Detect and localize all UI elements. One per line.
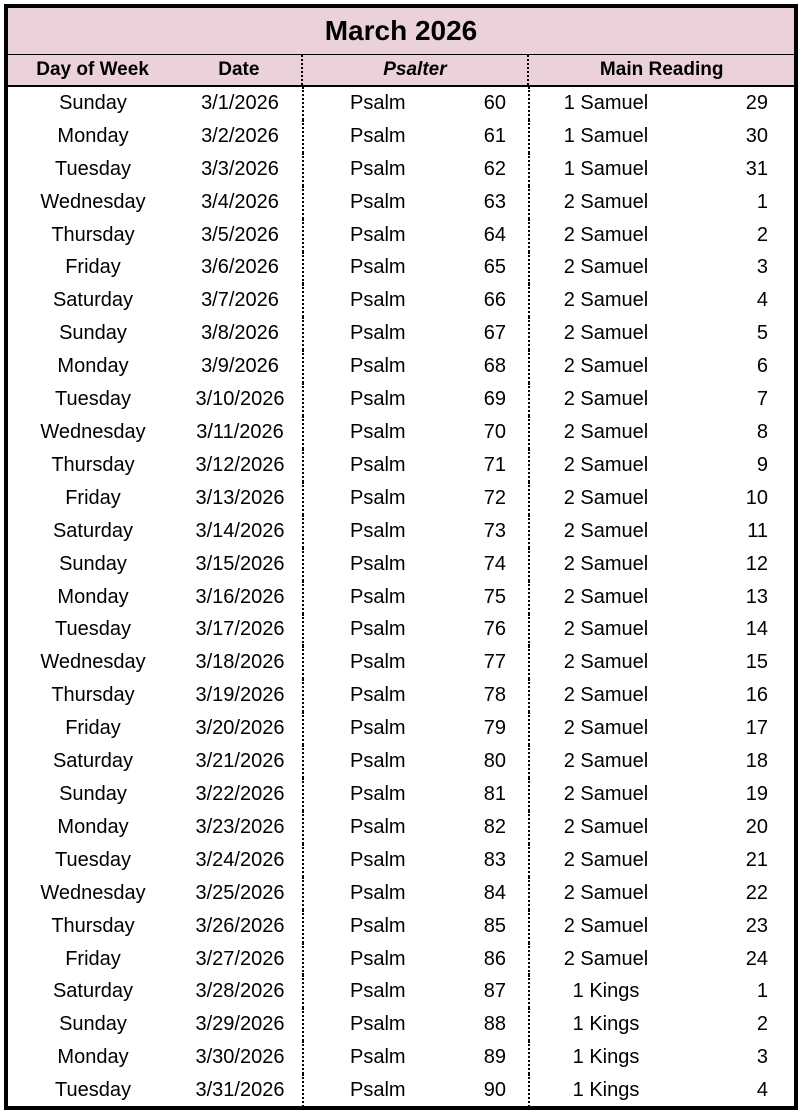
day-of-week-cell: Sunday — [59, 1013, 127, 1036]
book-name: 2 Samuel — [563, 355, 649, 378]
psalter-cell — [302, 778, 528, 811]
main-reading-cell — [528, 383, 794, 416]
psalm-number: 60 — [483, 91, 506, 114]
psalm-label: Psalm — [350, 618, 406, 641]
table-row — [8, 943, 794, 976]
date-cell: 3/1/2026 — [201, 91, 279, 114]
date-cell: 3/30/2026 — [195, 1046, 285, 1069]
main-reading-cell — [528, 778, 794, 811]
main-reading-cell — [528, 548, 794, 581]
psalm-label: Psalm — [350, 289, 406, 312]
table-row — [8, 350, 794, 383]
table-body — [8, 87, 794, 1107]
main-reading-cell — [528, 120, 794, 153]
book-name: 2 Samuel — [563, 519, 649, 542]
book-name: 2 Samuel — [563, 486, 649, 509]
day-of-week-cell: Monday — [57, 355, 129, 378]
date-cell: 3/7/2026 — [201, 289, 279, 312]
date-cell: 3/8/2026 — [201, 322, 279, 345]
psalm-number: 79 — [483, 717, 506, 740]
psalm-number: 76 — [483, 618, 506, 641]
psalm-number: 74 — [483, 552, 506, 575]
chapter-number: 22 — [745, 881, 768, 904]
psalm-label: Psalm — [350, 190, 406, 213]
chapter-number: 4 — [756, 289, 768, 312]
main-reading-cell — [528, 350, 794, 383]
psalter-cell — [302, 1008, 528, 1041]
psalm-label: Psalm — [350, 223, 406, 246]
psalm-number: 81 — [483, 782, 506, 805]
psalm-number: 70 — [483, 421, 506, 444]
main-reading-cell — [528, 449, 794, 482]
psalm-label: Psalm — [350, 1046, 406, 1069]
chapter-number: 15 — [745, 651, 768, 674]
date-cell: 3/29/2026 — [195, 1013, 285, 1036]
day-of-week-cell: Saturday — [52, 289, 134, 312]
day-of-week-cell: Wednesday — [40, 421, 146, 444]
table-row — [8, 1074, 794, 1107]
date-cell: 3/28/2026 — [195, 980, 285, 1003]
day-of-week-cell: Friday — [65, 947, 121, 970]
book-name: 1 Samuel — [563, 91, 649, 114]
psalter-cell — [302, 482, 528, 515]
psalm-number: 72 — [483, 486, 506, 509]
psalter-cell — [302, 416, 528, 449]
book-name: 1 Kings — [572, 980, 640, 1003]
main-reading-cell — [528, 745, 794, 778]
date-cell: 3/14/2026 — [195, 519, 285, 542]
main-reading-cell — [528, 910, 794, 943]
book-name: 2 Samuel — [563, 881, 649, 904]
psalm-label: Psalm — [350, 585, 406, 608]
psalter-cell — [302, 712, 528, 745]
main-reading-cell — [528, 581, 794, 614]
book-name: 2 Samuel — [563, 585, 649, 608]
header-date: Date — [218, 59, 260, 80]
psalter-cell — [302, 877, 528, 910]
table-row — [8, 284, 794, 317]
chapter-number: 12 — [745, 552, 768, 575]
psalm-number: 77 — [483, 651, 506, 674]
psalter-cell — [302, 284, 528, 317]
psalter-cell — [302, 910, 528, 943]
date-cell: 3/2/2026 — [201, 124, 279, 147]
table-row — [8, 581, 794, 614]
day-of-week-cell: Friday — [65, 486, 121, 509]
chapter-number: 9 — [756, 453, 768, 476]
main-reading-cell — [528, 614, 794, 647]
psalter-cell — [302, 1074, 528, 1107]
book-name: 1 Samuel — [563, 157, 649, 180]
main-reading-cell — [528, 416, 794, 449]
book-name: 2 Samuel — [563, 684, 649, 707]
psalm-number: 80 — [483, 750, 506, 773]
day-of-week-cell: Thursday — [51, 223, 135, 246]
main-reading-cell — [528, 712, 794, 745]
date-cell: 3/13/2026 — [195, 486, 285, 509]
day-of-week-cell: Monday — [57, 585, 129, 608]
psalm-number: 88 — [483, 1013, 506, 1036]
psalm-number: 67 — [483, 322, 506, 345]
psalm-number: 82 — [483, 815, 506, 838]
psalm-label: Psalm — [350, 651, 406, 674]
reading-plan-table — [4, 4, 798, 1110]
table-row — [8, 811, 794, 844]
psalm-number: 64 — [483, 223, 506, 246]
psalm-label: Psalm — [350, 848, 406, 871]
psalm-number: 73 — [483, 519, 506, 542]
psalm-label: Psalm — [350, 552, 406, 575]
table-row — [8, 186, 794, 219]
chapter-number: 2 — [756, 1013, 768, 1036]
chapter-number: 3 — [756, 1046, 768, 1069]
psalm-label: Psalm — [350, 388, 406, 411]
table-row — [8, 910, 794, 943]
header-row — [8, 55, 794, 87]
day-of-week-cell: Saturday — [52, 980, 134, 1003]
book-name: 1 Kings — [572, 1013, 640, 1036]
chapter-number: 10 — [745, 486, 768, 509]
psalter-cell — [302, 811, 528, 844]
psalm-number: 63 — [483, 190, 506, 213]
day-of-week-cell: Sunday — [59, 91, 127, 114]
header-day-of-week: Day of Week — [36, 59, 149, 80]
book-name: 2 Samuel — [563, 552, 649, 575]
chapter-number: 14 — [745, 618, 768, 641]
main-reading-cell — [528, 153, 794, 186]
psalter-cell — [302, 252, 528, 285]
psalm-label: Psalm — [350, 1079, 406, 1102]
psalm-label: Psalm — [350, 486, 406, 509]
date-cell: 3/11/2026 — [196, 421, 284, 444]
day-of-week-cell: Thursday — [51, 684, 135, 707]
table-row — [8, 679, 794, 712]
book-name: 2 Samuel — [563, 914, 649, 937]
day-of-week-cell: Tuesday — [55, 618, 131, 641]
book-name: 2 Samuel — [563, 717, 649, 740]
book-name: 2 Samuel — [563, 815, 649, 838]
table-row — [8, 482, 794, 515]
date-cell: 3/17/2026 — [195, 618, 285, 641]
date-cell: 3/23/2026 — [195, 815, 285, 838]
chapter-number: 16 — [745, 684, 768, 707]
book-name: 1 Kings — [572, 1079, 640, 1102]
book-name: 2 Samuel — [563, 190, 649, 213]
book-name: 2 Samuel — [563, 782, 649, 805]
main-reading-cell — [528, 646, 794, 679]
day-of-week-cell: Thursday — [51, 453, 135, 476]
psalm-number: 66 — [483, 289, 506, 312]
chapter-number: 17 — [745, 717, 768, 740]
psalter-cell — [302, 1041, 528, 1074]
date-cell: 3/19/2026 — [195, 684, 285, 707]
table-row — [8, 317, 794, 350]
psalm-label: Psalm — [350, 124, 406, 147]
table-row — [8, 844, 794, 877]
header-main-reading: Main Reading — [527, 55, 794, 85]
psalm-label: Psalm — [350, 1013, 406, 1036]
date-cell: 3/6/2026 — [201, 256, 279, 279]
psalm-number: 78 — [483, 684, 506, 707]
date-cell: 3/16/2026 — [195, 585, 285, 608]
psalm-number: 69 — [483, 388, 506, 411]
book-name: 2 Samuel — [563, 256, 649, 279]
chapter-number: 4 — [756, 1079, 768, 1102]
table-row — [8, 646, 794, 679]
book-name: 2 Samuel — [563, 651, 649, 674]
psalm-label: Psalm — [350, 91, 406, 114]
day-of-week-cell: Tuesday — [55, 1079, 131, 1102]
table-row — [8, 383, 794, 416]
day-of-week-cell: Friday — [65, 256, 121, 279]
chapter-number: 18 — [745, 750, 768, 773]
chapter-number: 31 — [745, 157, 768, 180]
psalm-number: 86 — [483, 947, 506, 970]
date-cell: 3/9/2026 — [201, 355, 279, 378]
header-psalter: Psalter — [301, 55, 528, 85]
main-reading-cell — [528, 1041, 794, 1074]
table-row — [8, 153, 794, 186]
main-reading-cell — [528, 1008, 794, 1041]
main-reading-cell — [528, 1074, 794, 1107]
psalm-label: Psalm — [350, 717, 406, 740]
chapter-number: 11 — [747, 519, 768, 542]
psalm-number: 83 — [483, 848, 506, 871]
psalm-label: Psalm — [350, 519, 406, 542]
day-of-week-cell: Sunday — [59, 322, 127, 345]
day-of-week-cell: Monday — [57, 815, 129, 838]
table-title: March 2026 — [8, 8, 794, 55]
psalm-number: 61 — [483, 124, 506, 147]
book-name: 2 Samuel — [563, 618, 649, 641]
book-name: 1 Samuel — [563, 124, 649, 147]
date-cell: 3/31/2026 — [195, 1079, 285, 1102]
psalter-cell — [302, 548, 528, 581]
chapter-number: 5 — [756, 322, 768, 345]
table-row — [8, 877, 794, 910]
book-name: 2 Samuel — [563, 388, 649, 411]
chapter-number: 3 — [756, 256, 768, 279]
table-row — [8, 745, 794, 778]
psalm-label: Psalm — [350, 684, 406, 707]
psalm-label: Psalm — [350, 355, 406, 378]
table-row — [8, 252, 794, 285]
book-name: 2 Samuel — [563, 453, 649, 476]
psalter-cell — [302, 745, 528, 778]
table-row — [8, 712, 794, 745]
main-reading-cell — [528, 186, 794, 219]
chapter-number: 21 — [745, 848, 768, 871]
psalm-number: 89 — [483, 1046, 506, 1069]
psalter-cell — [302, 679, 528, 712]
table-row — [8, 449, 794, 482]
table-row — [8, 120, 794, 153]
psalm-label: Psalm — [350, 881, 406, 904]
psalm-label: Psalm — [350, 157, 406, 180]
chapter-number: 23 — [745, 914, 768, 937]
day-of-week-cell: Monday — [57, 124, 129, 147]
day-of-week-cell: Sunday — [59, 782, 127, 805]
main-reading-cell — [528, 877, 794, 910]
date-cell: 3/24/2026 — [195, 848, 285, 871]
psalm-number: 68 — [483, 355, 506, 378]
day-of-week-cell: Saturday — [52, 750, 134, 773]
day-of-week-cell: Tuesday — [55, 388, 131, 411]
psalm-number: 87 — [483, 980, 506, 1003]
date-cell: 3/3/2026 — [201, 157, 279, 180]
chapter-number: 1 — [756, 980, 768, 1003]
psalter-cell — [302, 614, 528, 647]
psalter-cell — [302, 515, 528, 548]
book-name: 2 Samuel — [563, 421, 649, 444]
psalm-label: Psalm — [350, 750, 406, 773]
day-of-week-cell: Thursday — [51, 914, 135, 937]
book-name: 2 Samuel — [563, 848, 649, 871]
chapter-number: 2 — [756, 223, 768, 246]
chapter-number: 6 — [756, 355, 768, 378]
main-reading-cell — [528, 811, 794, 844]
main-reading-cell — [528, 219, 794, 252]
main-reading-cell — [528, 252, 794, 285]
date-cell: 3/22/2026 — [195, 782, 285, 805]
book-name: 1 Kings — [572, 1046, 640, 1069]
psalter-cell — [302, 975, 528, 1008]
date-cell: 3/26/2026 — [195, 914, 285, 937]
book-name: 2 Samuel — [563, 289, 649, 312]
psalm-label: Psalm — [350, 782, 406, 805]
psalter-cell — [302, 317, 528, 350]
psalm-number: 85 — [483, 914, 506, 937]
day-of-week-cell: Tuesday — [55, 157, 131, 180]
psalter-cell — [302, 120, 528, 153]
psalm-label: Psalm — [350, 421, 406, 444]
date-cell: 3/4/2026 — [201, 190, 279, 213]
table-row — [8, 614, 794, 647]
book-name: 2 Samuel — [563, 223, 649, 246]
day-of-week-cell: Wednesday — [40, 881, 146, 904]
main-reading-cell — [528, 679, 794, 712]
psalm-label: Psalm — [350, 815, 406, 838]
psalter-cell — [302, 943, 528, 976]
chapter-number: 1 — [756, 190, 768, 213]
book-name: 2 Samuel — [563, 322, 649, 345]
psalm-number: 84 — [483, 881, 506, 904]
date-cell: 3/20/2026 — [195, 717, 285, 740]
psalter-cell — [302, 581, 528, 614]
table-row — [8, 219, 794, 252]
psalter-cell — [302, 186, 528, 219]
psalter-cell — [302, 219, 528, 252]
psalter-cell — [302, 383, 528, 416]
book-name: 2 Samuel — [563, 750, 649, 773]
main-reading-cell — [528, 844, 794, 877]
day-of-week-cell: Friday — [65, 717, 121, 740]
psalm-label: Psalm — [350, 947, 406, 970]
chapter-number: 19 — [745, 782, 768, 805]
main-reading-cell — [528, 515, 794, 548]
table-row — [8, 975, 794, 1008]
day-of-week-cell: Sunday — [59, 552, 127, 575]
date-cell: 3/27/2026 — [195, 947, 285, 970]
main-reading-cell — [528, 284, 794, 317]
psalm-number: 90 — [483, 1079, 506, 1102]
main-reading-cell — [528, 482, 794, 515]
psalm-label: Psalm — [350, 914, 406, 937]
date-cell: 3/10/2026 — [195, 388, 285, 411]
date-cell: 3/12/2026 — [195, 453, 285, 476]
table-row — [8, 778, 794, 811]
psalm-number: 75 — [483, 585, 506, 608]
chapter-number: 24 — [745, 947, 768, 970]
day-of-week-cell: Tuesday — [55, 848, 131, 871]
chapter-number: 20 — [745, 815, 768, 838]
psalter-cell — [302, 844, 528, 877]
date-cell: 3/25/2026 — [195, 881, 285, 904]
main-reading-cell — [528, 943, 794, 976]
psalm-number: 65 — [483, 256, 506, 279]
day-of-week-cell: Wednesday — [40, 651, 146, 674]
chapter-number: 7 — [756, 388, 768, 411]
date-cell: 3/15/2026 — [195, 552, 285, 575]
psalter-cell — [302, 87, 528, 120]
day-of-week-cell: Monday — [57, 1046, 129, 1069]
psalter-cell — [302, 153, 528, 186]
psalm-label: Psalm — [350, 980, 406, 1003]
table-row — [8, 1008, 794, 1041]
date-cell: 3/21/2026 — [195, 750, 285, 773]
date-cell: 3/18/2026 — [195, 651, 285, 674]
table-row — [8, 1041, 794, 1074]
main-reading-cell — [528, 975, 794, 1008]
psalm-label: Psalm — [350, 322, 406, 345]
psalter-cell — [302, 350, 528, 383]
psalm-number: 62 — [483, 157, 506, 180]
table-row — [8, 416, 794, 449]
main-reading-cell — [528, 87, 794, 120]
psalm-label: Psalm — [350, 453, 406, 476]
book-name: 2 Samuel — [563, 947, 649, 970]
chapter-number: 30 — [745, 124, 768, 147]
psalter-cell — [302, 449, 528, 482]
psalter-cell — [302, 646, 528, 679]
table-row — [8, 515, 794, 548]
chapter-number: 29 — [745, 91, 768, 114]
table-row — [8, 87, 794, 120]
table-row — [8, 548, 794, 581]
psalm-label: Psalm — [350, 256, 406, 279]
day-of-week-cell: Saturday — [52, 519, 134, 542]
psalm-number: 71 — [483, 453, 506, 476]
date-cell: 3/5/2026 — [201, 223, 279, 246]
chapter-number: 8 — [756, 421, 768, 444]
main-reading-cell — [528, 317, 794, 350]
chapter-number: 13 — [745, 585, 768, 608]
day-of-week-cell: Wednesday — [40, 190, 146, 213]
